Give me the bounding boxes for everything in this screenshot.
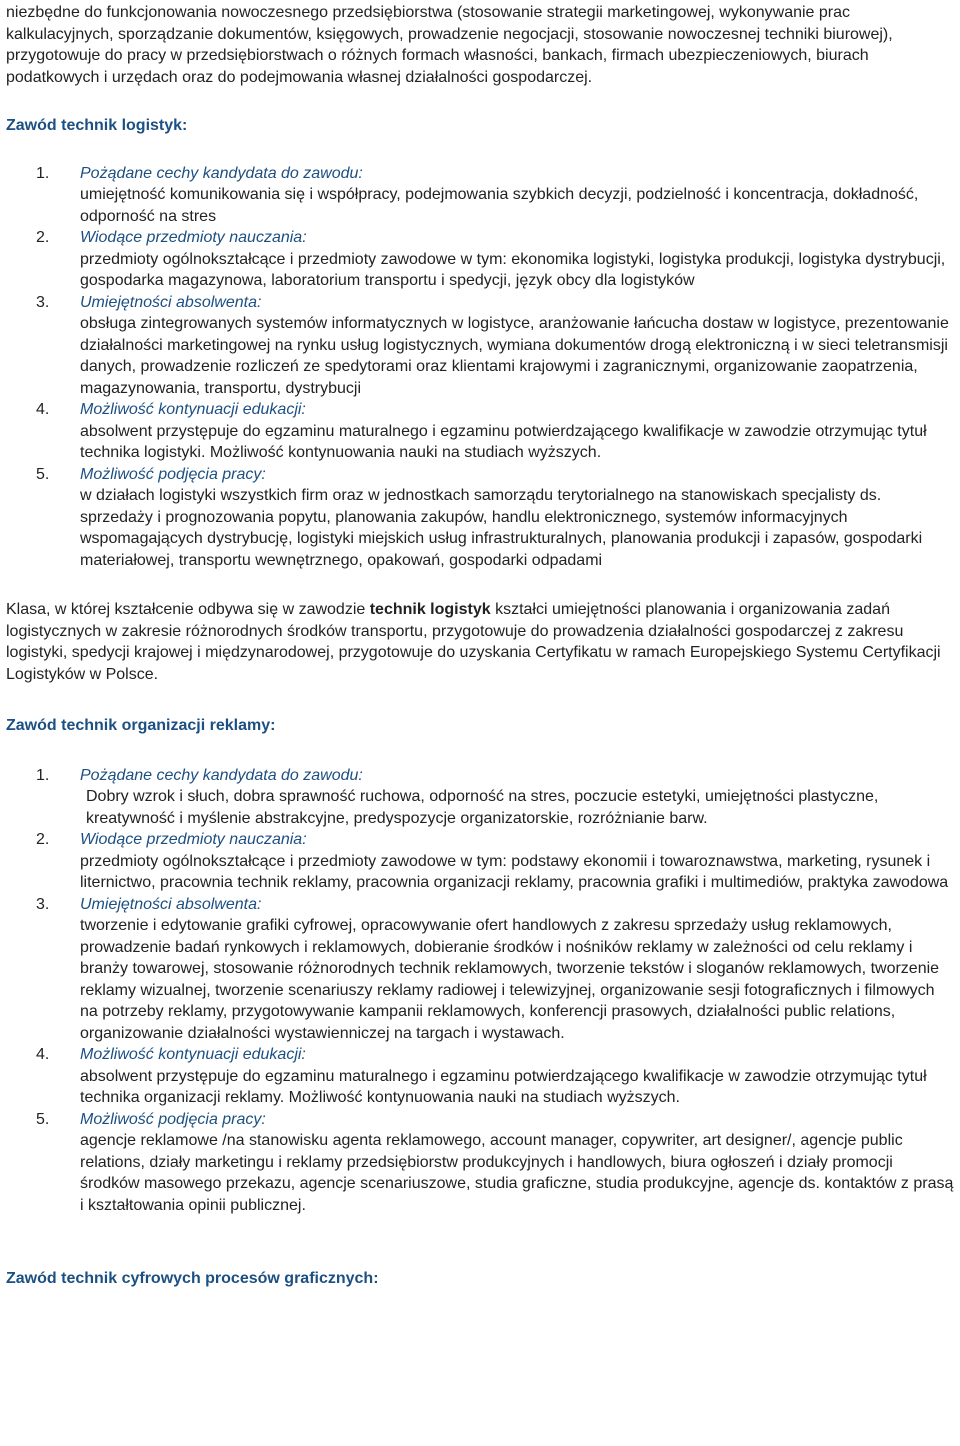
heading-technik-logistyk: Zawód technik logistyk: xyxy=(6,117,188,134)
item-number: 5. xyxy=(36,1110,50,1128)
item-text: obsługa zintegrowanych systemów informatycznych w logistyce, aranżowanie łańcucha dostaw w logistyce, prezentowanie działalności marketingowej na rynku usług logistycznych, wymiana dokumentów drogą elektroniczną i w sieci teletransmisji danych, prowadzenie rozliczeń ze spedytorami oraz klientami krajowymi i zagranicznymi, organizowanie zaopatrzenia, magazynowania, transportu, dystrybucji xyxy=(80,315,949,397)
item-text: w działach logistyki wszystkich firm oraz w jednostkach samorządu terytorialnego na stanowiskach specjalisty ds. sprzedaży i prognozowania popytu, planowania zakupów, handlu elektronicznego, systemów informacyjnych wspomagających dystrybucję, logistyki miejskich usług infrastrukturalnych, planowania produkcji i zapasów, gospodarki materiałowej, transportu wewnętrznego, opakowań, gospodarki odpadami xyxy=(80,487,923,569)
heading-technik-cyfrowych-procesow-graficznych: Zawód technik cyfrowych procesów graficznych: xyxy=(6,1270,379,1287)
klasa-logistyk-paragraph xyxy=(6,599,956,685)
item-text: agencje reklamowe /na stanowisku agenta reklamowego, account manager, copywriter, art designer/, agencje public relations, działy marketingu i reklamy przedsiębiorstw produkcyjnych i handlowych, biura ogłoszeń i działy promocji środków masowego przekazu, agencje scenariuszowe, studia graficzne, studia produkcyjne, agencje ds. kontaktów z prasą i kształtowania opinii publicznej. xyxy=(80,1132,954,1214)
item-title: Możliwość kontynuacji edukacji: xyxy=(80,1046,306,1063)
item-number: 4. xyxy=(36,401,50,418)
item-number: 3. xyxy=(36,293,50,311)
list-item xyxy=(6,399,956,464)
item-text: Dobry wzrok i słuch, dobra sprawność ruchowa, odporność na stres, poczucie estetyki, umiejętności plastyczne, kreatywność i myślenie abstrakcyjne, predyspozycje organizatorskie, rozróżnianie barw. xyxy=(86,788,879,827)
item-title: Pożądane cechy kandydata do zawodu: xyxy=(80,766,363,784)
item-number: 5. xyxy=(36,465,50,483)
list-item xyxy=(6,1044,956,1109)
document-page xyxy=(6,0,956,1290)
item-number: 3. xyxy=(36,895,50,913)
logistyk-info-list xyxy=(6,163,956,572)
item-title: Wiodące przedmioty nauczania: xyxy=(80,831,307,848)
item-number: 2. xyxy=(36,831,50,848)
list-item xyxy=(6,227,956,292)
list-item xyxy=(6,894,956,1045)
reklama-info-list xyxy=(6,765,956,1217)
klasa-text-bold: technik logistyk xyxy=(369,601,491,618)
item-text: tworzenie i edytowanie grafiki cyfrowej, opracowywanie ofert handlowych z zakresu sprzedaży usług reklamowych, prowadzenie badań rynkowych i reklamowych, dobieranie środków i nośników reklamy w zależności od celu reklamy i branży towarowej, stosowanie różnorodnych technik reklamowych, tworzenie tekstów i sloganów reklamowych, tworzenie reklamy wizualnej, tworzenie scenariuszy reklamy radiowej i telewizyjnej, organizowanie sesji fotograficznych i filmowych na potrzeby reklamy, przygotowywanie kampanii reklamowych, konferencji prasowych, działalności public relations, organizowanie działalności wystawienniczej na targach i wystawach. xyxy=(80,917,940,1042)
item-number: 2. xyxy=(36,229,50,246)
item-text: absolwent przystępuje do egzaminu maturalnego i egzaminu potwierdzającego kwalifikacje w zawodzie otrzymując tytuł technika organizacji reklamy. Możliwość kontynuowania nauki na studiach wyższych. xyxy=(80,1067,927,1106)
item-text: umiejętność komunikowania się i współpracy, podejmowania szybkich decyzji, podzielność i koncentracja, dokładność, odporność na stres xyxy=(80,186,919,225)
list-item xyxy=(6,163,956,228)
list-item xyxy=(6,1109,956,1217)
intro-paragraph: niezbędne do funkcjonowania nowoczesnego przedsiębiorstwa (stosowanie strategii marketingowej, wykonywanie prac kalkulacyjnych, sporządzanie dokumentów, księgowych, prowadzenie negocjacji, stosowanie nowoczesnej techniki biurowej), przygotowuje do pracy w przedsiębiorstwach o różnych formach własności, bankach, firmach ubezpieczeniowych, biurach podatkowych i urzędach oraz do podejmowania własnej działalności gospodarczej. xyxy=(6,4,893,86)
item-title: Umiejętności absolwenta: xyxy=(80,895,262,913)
list-item xyxy=(6,829,956,894)
item-title: Możliwość podjęcia pracy: xyxy=(80,1110,266,1128)
item-title: Pożądane cechy kandydata do zawodu: xyxy=(80,164,363,182)
item-text: absolwent przystępuje do egzaminu maturalnego i egzaminu potwierdzającego kwalifikacje w zawodzie otrzymując tytuł technika logistyki. Możliwość kontynuowania nauki na studiach wyższych. xyxy=(80,422,927,461)
list-item xyxy=(6,292,956,400)
list-item xyxy=(6,765,956,830)
item-number: 1. xyxy=(36,164,50,182)
klasa-text-before: Klasa, w której kształcenie odbywa się w zawodzie xyxy=(6,601,370,618)
item-text: przedmioty ogólnokształcące i przedmioty zawodowe w tym: ekonomika logistyki, logistyka produkcji, logistyka dystrybucji, gospodarka magazynowa, laboratorium transportu i spedycji, język obcy dla logistyków xyxy=(80,250,946,289)
item-text: przedmioty ogólnokształcące i przedmioty zawodowe w tym: podstawy ekonomii i towaroznawstwa, marketing, rysunek i liternictwo, pracownia technik reklamy, pracownia organizacji reklamy, pracownia grafiki i multimediów, praktyka zawodowa xyxy=(80,852,949,891)
list-item xyxy=(6,464,956,572)
item-title: Możliwość kontynuacji edukacji: xyxy=(80,401,306,418)
item-number: 4. xyxy=(36,1046,50,1063)
item-title: Umiejętności absolwenta: xyxy=(80,293,262,311)
item-title: Wiodące przedmioty nauczania: xyxy=(80,229,307,246)
item-title: Możliwość podjęcia pracy: xyxy=(80,465,266,483)
heading-technik-organizacji-reklamy: Zawód technik organizacji reklamy: xyxy=(6,717,276,734)
item-number: 1. xyxy=(36,766,50,784)
klasa-text-after: kształci umiejętności planowania i organizowania zadań logistycznych w zakresie różnorodnych środków transportu, przygotowuje do prowadzenia działalności gospodarczej z zakresu logistyki, spedycji krajowej i międzynarodowej, przygotowuje do uzyskania Certyfikatu w ramach Europejskiego Systemu Certyfikacji Logistyków w Polsce. xyxy=(6,601,941,683)
